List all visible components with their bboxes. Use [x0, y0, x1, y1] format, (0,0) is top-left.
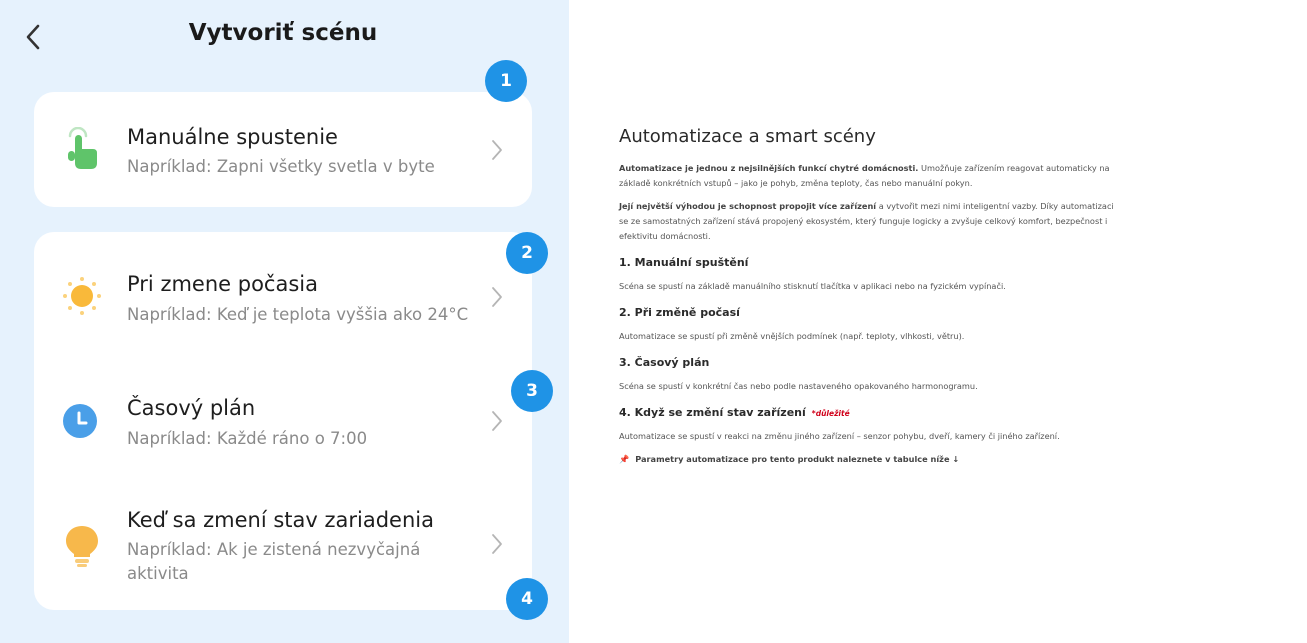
doc-p2-text: a vytvořit mezi nimi inteligentní vazby. Díky automatizaci se ze samostatných zařízení stává propojený ekosystém, který funguje logicky a zvyšuje celkový komfort, bezpečnost i efektivitu domácnosti.	[619, 201, 1114, 241]
row-subtitle: Napríklad: Každé ráno o 7:00	[127, 429, 368, 448]
section-4-text: Automatizace se spustí v reakci na změnu jiného zařízení – senzor pohybu, dveří, kamery či jiného zařízení.	[619, 431, 1060, 441]
sun-icon	[62, 276, 102, 316]
scene-card-triggers	[34, 232, 532, 610]
doc-intro-text: Umožňuje zařízením reagovat automaticky na základě konkrétních vstupů – jako je pohyb, změna teploty, čas nebo manuální pokyn.	[619, 163, 1110, 188]
note-text: Parametry automatizace pro tento produkt naleznete v tabulce níže ↓	[635, 454, 960, 464]
row-subtitle: Napríklad: Ak je zistená nezvyčajná aktivita	[127, 540, 421, 583]
step-badge-3: 3	[511, 370, 553, 412]
row-time-schedule[interactable]	[34, 356, 532, 480]
section-2-text: Automatizace se spustí při změně vnějších podmínek (např. teploty, vlhkosti, větru).	[619, 331, 965, 341]
section-4-heading	[619, 406, 1119, 419]
doc-title: Automatizace a smart scény	[619, 126, 876, 147]
phone-screen	[0, 0, 569, 643]
chevron-right-icon	[490, 285, 504, 309]
section-1-text: Scéna se spustí na základě manuálního stisknutí tlačítka v aplikaci nebo na fyzickém vypínači.	[619, 281, 1006, 291]
section-3-text: Scéna se spustí v konkrétní čas nebo podle nastaveného opakovaného harmonogramu.	[619, 381, 978, 391]
row-title: Manuálne spustenie	[127, 125, 338, 149]
step-badge-1: 1	[485, 60, 527, 102]
scene-card-manual	[34, 92, 532, 207]
row-manual-trigger[interactable]	[34, 92, 532, 207]
chevron-right-icon	[490, 532, 504, 556]
row-title: Pri zmene počasia	[127, 272, 318, 296]
section-2-heading: 2. Při změně počasí	[619, 306, 740, 319]
page-title: Vytvoriť scénu	[188, 20, 378, 46]
row-weather-change[interactable]	[34, 232, 532, 356]
clock-icon	[62, 401, 102, 441]
section-4-title: 4. Když se změní stav zařízení	[619, 406, 806, 419]
pin-icon: 📌	[619, 454, 630, 464]
doc-paragraph-2	[619, 199, 1119, 244]
chevron-right-icon	[490, 409, 504, 433]
doc-note	[619, 454, 1119, 465]
row-subtitle: Napríklad: Zapni všetky svetla v byte	[127, 157, 435, 176]
doc-p2-bold: Její největší výhodou je schopnost propojit více zařízení	[619, 201, 877, 211]
hand-tap-icon	[62, 127, 102, 167]
important-tag: *důležité	[811, 409, 850, 418]
lightbulb-icon	[62, 524, 102, 564]
step-badge-2: 2	[506, 232, 548, 274]
row-title: Časový plán	[127, 396, 256, 420]
section-3-heading: 3. Časový plán	[619, 356, 710, 369]
step-badge-4: 4	[506, 578, 548, 620]
chevron-right-icon	[490, 138, 504, 162]
row-device-state-change[interactable]	[34, 480, 532, 610]
doc-intro-bold: Automatizace je jednou z nejsilnějších funkcí chytré domácnosti.	[619, 163, 919, 173]
row-subtitle: Napríklad: Keď je teplota vyššia ako 24°C	[127, 305, 469, 324]
section-1-heading: 1. Manuální spuštění	[619, 256, 749, 269]
row-title: Keď sa zmení stav zariadenia	[127, 508, 434, 532]
description-panel	[619, 126, 1119, 465]
doc-intro	[619, 161, 1119, 191]
